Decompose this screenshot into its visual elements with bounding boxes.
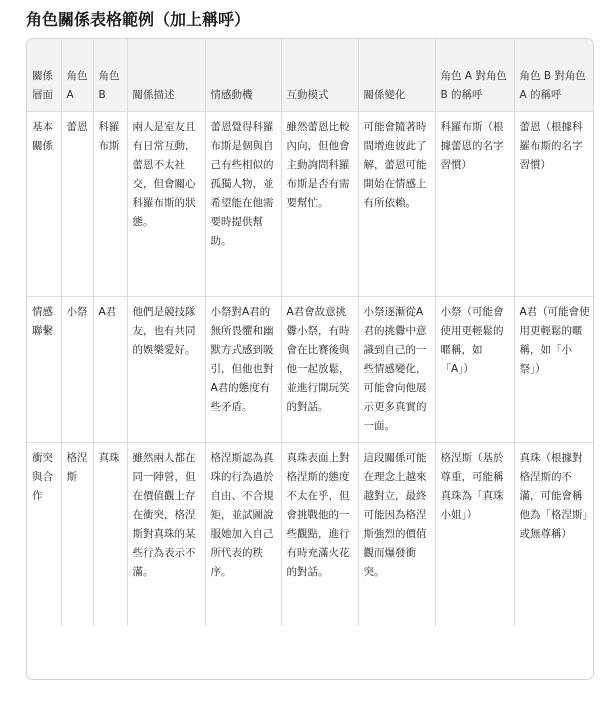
table-cell: 小祭逐漸從A君的挑釁中意識到自己的一些情感變化，可能會向他展示更多真實的一面。 bbox=[358, 296, 435, 442]
relationship-table-card bbox=[26, 38, 594, 680]
table-row bbox=[27, 111, 594, 296]
column-header-b-calls-a: 角色 B 對角色 A 的稱呼 bbox=[514, 39, 594, 111]
table-cell: 小祭對A君的無所畏懼和幽默方式感到吸引，但他也對A君的態度有些矛盾。 bbox=[205, 296, 281, 442]
column-header-description: 關係描述 bbox=[127, 39, 205, 111]
table-cell: 雖然兩人都在同一陣營，但在價值觀上存在衝突，格涅斯對真珠的某些行為表示不滿。 bbox=[127, 442, 205, 626]
table-row bbox=[27, 442, 594, 626]
column-header-change: 關係變化 bbox=[358, 39, 435, 111]
table-cell: A君 bbox=[93, 296, 127, 442]
table-cell: 蕾恩（根據科羅布斯的名字習慣） bbox=[514, 111, 594, 296]
table-header-row bbox=[27, 39, 594, 111]
column-header-a-calls-b: 角色 A 對角色 B 的稱呼 bbox=[435, 39, 514, 111]
table-cell: 科羅布斯（根據蕾恩的名字習慣） bbox=[435, 111, 514, 296]
table-cell: 真珠 bbox=[93, 442, 127, 626]
table-cell: 格涅斯 bbox=[61, 442, 93, 626]
table-cell: 格涅斯認為真珠的行為過於自由、不合規矩，並試圖說服她加入自己所代表的秩序。 bbox=[205, 442, 281, 626]
table-cell: 格涅斯（基於尊重，可能稱真珠為「真珠小姐」） bbox=[435, 442, 514, 626]
table-cell: 可能會隨著時間增進彼此了解，蕾恩可能開始在情感上有所依賴。 bbox=[358, 111, 435, 296]
table-row bbox=[27, 296, 594, 442]
table-cell: A君會故意挑釁小祭，有時會在比賽後與他一起放鬆，並進行開玩笑的對話。 bbox=[281, 296, 358, 442]
table-cell: 這段關係可能在理念上越來越對立，最終可能因為格涅斯強烈的價值觀而爆發衝突。 bbox=[358, 442, 435, 626]
table-cell: 真珠（根據對格涅斯的不滿，可能會稱他為「格涅斯」或無尊稱） bbox=[514, 442, 594, 626]
table-cell: 科羅布斯 bbox=[93, 111, 127, 296]
column-header-interaction: 互動模式 bbox=[281, 39, 358, 111]
column-header-character-b: 角色B bbox=[93, 39, 127, 111]
table-cell: A君（可能會使用更輕鬆的暱稱，如「小祭」） bbox=[514, 296, 594, 442]
table-cell: 兩人是室友且有日常互動，蕾恩不太社交，但會關心科羅布斯的狀態。 bbox=[127, 111, 205, 296]
table-cell: 他們是競技隊友，也有共同的娛樂愛好。 bbox=[127, 296, 205, 442]
column-header-character-a: 角色A bbox=[61, 39, 93, 111]
table-cell: 衝突與合作 bbox=[27, 442, 61, 626]
table-cell: 情感聯繫 bbox=[27, 296, 61, 442]
table-cell: 蕾恩覺得科羅布斯是個與自己有些相似的孤獨人物，並希望能在他需要時提供幫助。 bbox=[205, 111, 281, 296]
relationship-table bbox=[27, 39, 594, 626]
table-cell: 小祭 bbox=[61, 296, 93, 442]
page-title: 角色關係表格範例（加上稱呼） bbox=[26, 10, 251, 29]
column-header-aspect: 關係層面 bbox=[27, 39, 61, 111]
table-cell: 基本關係 bbox=[27, 111, 61, 296]
column-header-motivation: 情感動機 bbox=[205, 39, 281, 111]
table-cell: 蕾恩 bbox=[61, 111, 93, 296]
table-cell: 真珠表面上對格涅斯的態度不太在乎，但會挑戰他的一些觀點，進行有時充滿火花的對話。 bbox=[281, 442, 358, 626]
table-cell: 小祭（可能會使用更輕鬆的暱稱，如「A」） bbox=[435, 296, 514, 442]
table-cell: 雖然蕾恩比較內向，但他會主動詢問科羅布斯是否有需要幫忙。 bbox=[281, 111, 358, 296]
